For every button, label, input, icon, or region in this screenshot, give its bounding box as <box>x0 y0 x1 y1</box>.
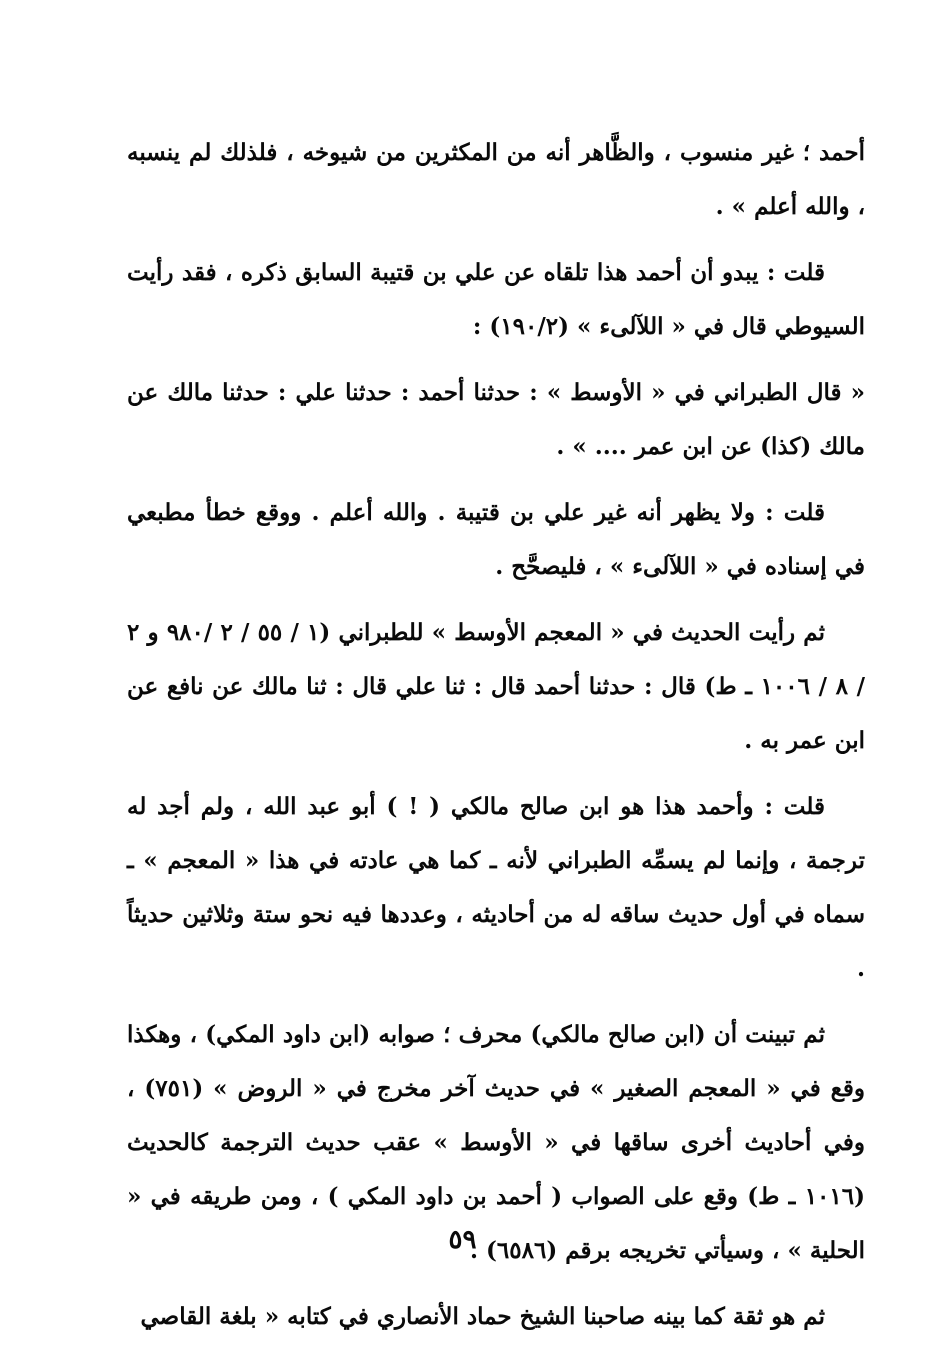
paragraph-5: ثم رأيت الحديث في « المعجم الأوسط » للطبراني (١ / ٥٥ / ٢ /٩٨٠ و ٢ / ٨ / ١٠٠٦ ـ ط) قال : حدثنا أحمد قال : ثنا علي قال : ثنا مالك عن نافع عن ابن عمر به . <box>127 619 865 754</box>
page-number: ٥٩ <box>448 1225 477 1255</box>
paragraph-2: قلت : يبدو أن أحمد هذا تلقاه عن علي بن قتيبة السابق ذكره ، فقد رأيت السيوطي قال في « اللآلىء » (١٩٠/٢) : <box>127 259 865 340</box>
body-text <box>127 126 865 1356</box>
paragraph-6: قلت : وأحمد هذا هو ابن صالح مالكي ( ! ) أبو عبد الله ، ولم أجد له ترجمة ، وإنما لم يسمِّه الطبراني لأنه ـ كما هي عادته في هذا « المعجم » ـ سماه في أول حديث ساقه له من أحاديثه ، وعددها فيه نحو ستة وثلاثين حديثاً . <box>127 793 865 982</box>
paragraph-4: قلت : ولا يظهر أنه غير علي بن قتيبة . والله أعلم . ووقع خطأ مطبعي في إسناده في « اللآلىء » ، فليصحَّح . <box>127 499 865 580</box>
paragraph-3: « قال الطبراني في « الأوسط » : حدثنا أحمد : حدثنا علي : حدثنا مالك عن مالك (كذا) عن ابن عمر .... » . <box>127 379 865 460</box>
paragraph-1: أحمد ؛ غير منسوب ، والظَّاهر أنه من المكثرين من شيوخه ، فلذلك لم ينسبه ، والله أعلم » . <box>127 139 865 220</box>
paragraph-7: ثم تبينت أن (ابن صالح مالكي) محرف ؛ صوابه (ابن داود المكي) ، وهكذا وقع في « المعجم الصغير » في حديث آخر مخرج في « الروض » (٧٥١) ، وفي أحاديث أخرى ساقها في « الأوسط » عقب حديث الترجمة كالحديث (١٠١٦ ـ ط) وقع على الصواب ( أحمد بن داود المكي ) ، ومن طريقه في « الحلية » ، وسيأتي تخريجه برقم (٦٥٨٦) . <box>127 1021 865 1264</box>
paragraph-8: ثم هو ثقة كما بينه صاحبنا الشيخ حماد الأنصاري في كتابه « بلغة القاصي <box>140 1303 825 1330</box>
